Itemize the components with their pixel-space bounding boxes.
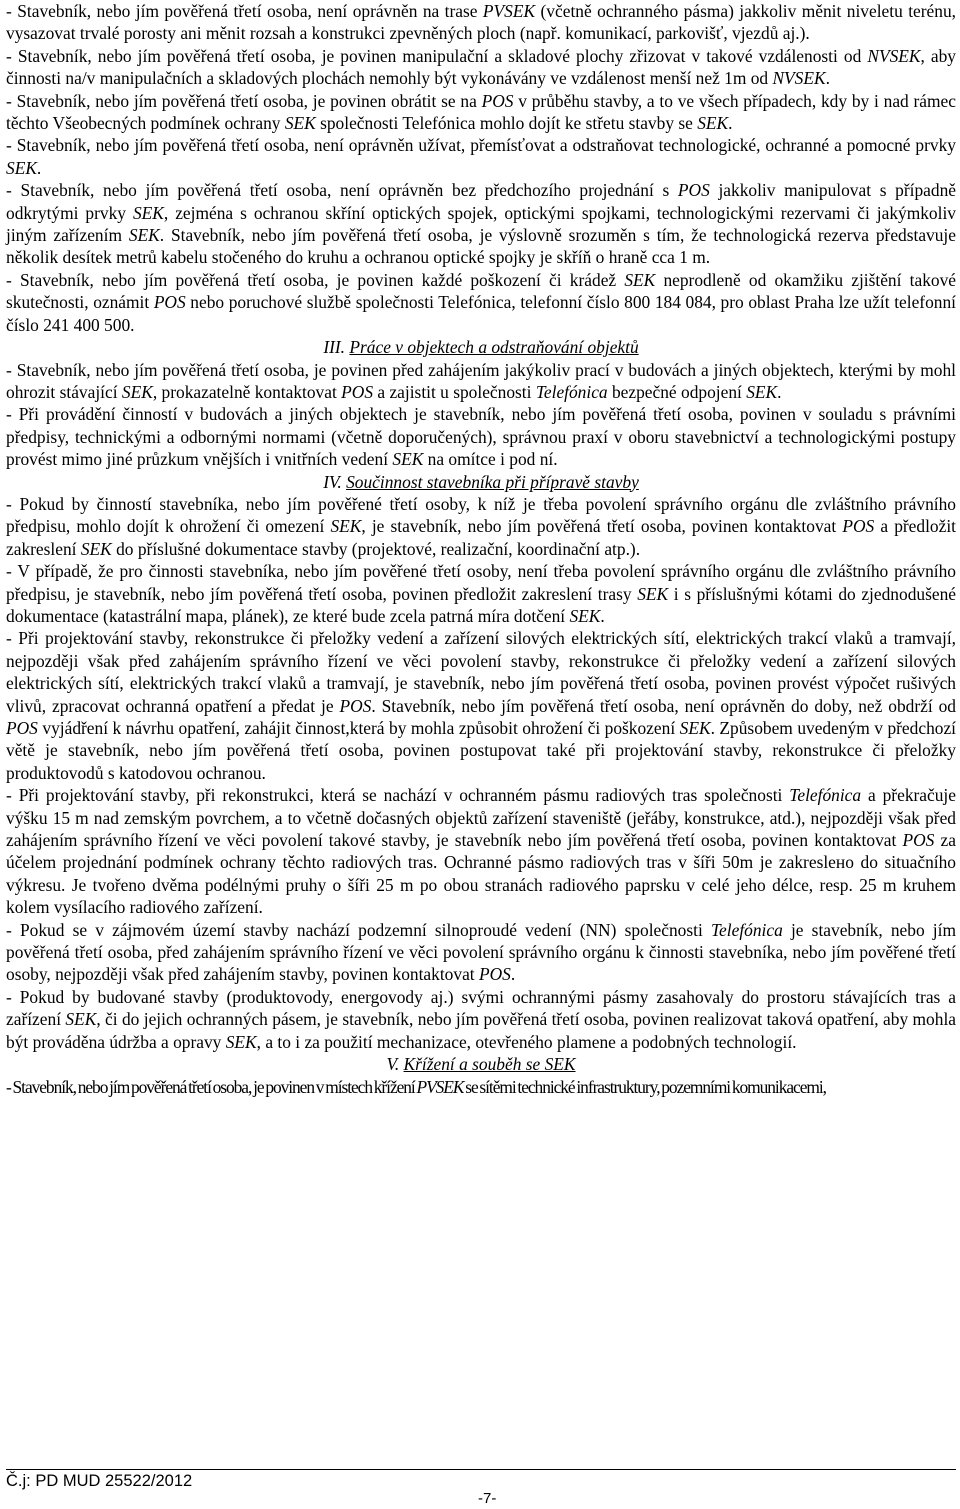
text-run: - V případě, že pro činnosti stavebníka, nebo jím pověřené třetí osoby, není třeba povolení správního orgánu dle zvláštního právního předpisu, je stavebník, nebo jím pověřená třetí osoba, povinen předložit zakreslení trasy	[6, 561, 956, 604]
italic-term: SEK	[65, 1009, 97, 1030]
text-run: je stavebník, nebo jím pověřená třetí osoba, před zahájením správního řízení ve věci povolení správního orgánu k činnosti stavebníka, nebo jím pověřené třetí osoby, nejpozději však před zahájením stavby, povinen kontaktovat	[6, 919, 956, 985]
italic-term: SEK	[569, 605, 601, 626]
text-run: za účelem projednání podmínek ochrany těchto radiových tras. Ochranné pásmo radiových tras v šíři 50m je zakreslено do situačního výkresu. Je tvořeno dvěma podélnými pruhy o šíři 25 m po obou stranách radiového paprsku v celé jeho délce, resp. 25 m kruhem kolem vysílacího radiového zařízení.	[6, 830, 956, 918]
italic-term: POS	[153, 292, 186, 313]
document-page	[6, 0, 957, 1507]
paragraph	[6, 0, 956, 45]
italic-term: Telefónica	[710, 919, 783, 940]
text-run: . Stavebník, nebo jím pověřená třetí osoba, není oprávněn do doby, než obdrží od	[371, 695, 957, 716]
italic-term: SEK	[330, 516, 362, 537]
text-run: , aby činnosti na/v manipulačních a skladových plochách nemohly být vykonávány ve vzdálenost menší než 1m od	[6, 45, 956, 89]
document-reference: Č.j: PD MUD 25522/2012	[6, 1472, 193, 1490]
text-run: .	[36, 157, 42, 178]
text-run: .	[825, 68, 830, 89]
text-run: - Stavebník, nebo jím pověřená třetí osoba, není oprávněn užívat, přemísťovat a odstraňovat technologické, ochranné a pomocné prvky	[6, 135, 956, 156]
text-run: (včetně ochranného pásma) jakkoliv měnit niveletu terénu, vysazovat trvalé porosty ani měnit rozsah a konstrukci zpevněných ploch (např. komunikací, parkovišť, vjezdů aj.).	[6, 1, 956, 44]
text-run: .	[510, 964, 516, 985]
section-4-body	[6, 493, 956, 1053]
text-run: - Stavebník, nebo jím pověřená třetí osoba, je povinen před zahájením jakýkoliv prací v budovách a jiných objektech, kterými by mohl ohrozit stávající	[6, 359, 956, 402]
section-number: IV.	[323, 471, 342, 492]
text-run: neprodleně od okamžiku zjištění takové skutečnosti, oznámit	[6, 269, 957, 313]
text-run: - Při projektování stavby, rekonstrukce či přeložky vedení a zařízení silových elektrických sítí, elektrických trakcí vlaků a tramvají, nejpozději však před zahájením správního řízení ve věci povolení stavby, rekonstrukce či přeložky vedení a zařízení silových elektrických sítí, elektrických trakcí vlaků a tramvají, je stavebník, nebo jím pověřená třetí osoba, povinen provést výpočet rušivých vlivů, zpracovat ochranná opatření a předat je	[6, 628, 956, 716]
paragraph	[6, 134, 956, 179]
italic-term: SEK	[132, 202, 164, 223]
text-run: , či do jejich ochranných pásem, je stavebník, nebo jím pověřená třetí osoba, povinen realizovat taková opatření, aby mohla být prováděna údržba a opravy	[6, 1009, 956, 1052]
italic-term: Telefónica	[535, 381, 608, 402]
text-run: v průběhu stavby, a to ve všech případech, kdy by i nad rámec těchto Všeobecných podmínek ochrany	[6, 90, 956, 134]
italic-term: SEK	[697, 113, 729, 134]
text-run: - Stavebník, nebo jím pověřená třetí osoba, není oprávněn na trase	[6, 1, 483, 21]
italic-term: SEK	[284, 113, 316, 134]
paragraph	[6, 359, 956, 404]
text-run: - Pokud se v zájmovém území stavby nachází podzemní silnoproudé vedení (NN) společnosti	[6, 919, 711, 940]
italic-term: NVSEK	[772, 68, 826, 89]
text-run: bezpečné odpojení	[607, 381, 747, 402]
section-4-heading	[6, 471, 956, 493]
italic-term: POS	[341, 381, 374, 402]
italic-term: SEK	[679, 718, 711, 738]
italic-term: POS	[677, 180, 710, 201]
text-run: .	[728, 113, 733, 134]
text-run: i s příslušnými kótami do zjednodušené dokumentace (katastrální mapa, plánek), ze které bude zcela patrná míra dotčení	[6, 583, 956, 626]
paragraph	[6, 627, 956, 784]
text-run: - Stavebník, nebo jím pověřená třetí osoba, není oprávněn bez předchozího projednání s	[6, 180, 678, 201]
section-title: Práce v objektech a odstraňování objektů	[349, 337, 639, 358]
text-run: , zejména s ochranou skříní optických spojek, optickými spojkami, technologickými rezervami či jakýmkoliv jiným zařízením	[6, 202, 956, 246]
section-title: Součinnost stavebníka při přípravě stavby	[346, 471, 639, 492]
text-run: se sítěmi technické infrastruktury, pozemními komunikacemi,	[463, 1076, 826, 1097]
text-run: . Stavebník, nebo jím pověřená třetí osoba, je výslovně srozuměn s tím, že technologická rezerva představuje několik desítek metrů kabelu stočeného do kruhu a ochranou optické spojky je skříň o hraně cca 1 m.	[6, 225, 956, 268]
section-5-heading	[6, 1053, 956, 1075]
italic-term: POS	[481, 90, 514, 111]
italic-term: NVSEK	[867, 45, 921, 66]
paragraph	[6, 919, 956, 986]
italic-term: PVSEK	[416, 1076, 464, 1097]
italic-term: POS	[842, 516, 875, 537]
text-run: společnosti Telefónica mohlo dojít ke střetu stavby se	[315, 113, 698, 134]
text-run: , prokazatelně kontaktovat	[152, 381, 342, 402]
text-run: na omítce i pod ní.	[423, 449, 558, 470]
text-run: . Způsobem uvedeným v předchozí větě je stavebník, nebo jím pověřená třetí osoba, povinen postupovat také při projektování stavby, rekonstrukce či přeložky produktovodů s katodovou ochranou.	[6, 718, 957, 783]
section-number: III.	[323, 337, 346, 358]
section-title: Křížení a souběh se SEK	[403, 1054, 576, 1075]
text-run: - Stavebník, nebo jím pověřená třetí osoba, je povinen obrátit se na	[6, 90, 482, 111]
italic-term: POS	[478, 964, 511, 985]
paragraph	[6, 784, 956, 918]
text-run: - Stavebník, nebo jím pověřená třetí osoba, je povinen manipulační a skladové plochy zřizovat v takové vzdálenosti od	[6, 45, 868, 66]
text-run: do příslušné dokumentace stavby (projektové, realizační, koordinační atp.).	[111, 538, 641, 559]
italic-term: POS	[902, 830, 935, 851]
page-number: -7-	[478, 1490, 497, 1507]
text-run: .	[600, 605, 605, 626]
section-3-heading	[6, 336, 956, 358]
text-run: - Pokud by činností stavebníka, nebo jím pověřené třetí osoby, k níž je třeba povolení správního orgánu dle zvláštního právního předpisu, mohlo dojít k ohrožení či omezení	[6, 493, 956, 537]
italic-term: POS	[339, 695, 372, 716]
paragraph	[6, 269, 956, 336]
italic-term: Telefónica	[789, 785, 862, 806]
italic-term: SEK	[225, 1031, 257, 1052]
italic-term: SEK	[6, 157, 37, 178]
paragraph	[6, 90, 956, 135]
text-run: nebo poruchové službě společnosti Telefónica, telefonní číslo 800 184 084, pro oblast Praha lze užít telefonní číslo 241 400 500.	[6, 292, 957, 335]
italic-term: SEK	[637, 583, 669, 604]
paragraph	[6, 45, 956, 90]
text-run: - Při provádění činností v budovách a jiných objektech je stavebník, nebo jím pověřená třetí osoba, povinen v souladu s právními předpisy, technickými a odbornými normami (včetně doporučených), správnou praxí v oboru stavebnictví a technologickými postupy provést mimo jiné průzkum vnějších i vnitřních vedení	[6, 404, 956, 470]
italic-term: SEK	[392, 449, 424, 470]
paragraph	[6, 179, 956, 269]
italic-term: PVSEK	[482, 1, 536, 21]
text-run: - Při projektování stavby, při rekonstrukci, která se nachází v ochranném pásmu radiových tras společnosti	[6, 785, 790, 806]
paragraph	[6, 986, 956, 1053]
section-3-body	[6, 359, 956, 471]
footer-divider	[6, 1469, 956, 1470]
italic-term: POS	[6, 718, 38, 738]
text-run: a překračuje výšku 15 m nad zemským povrchem, a to včetně dočasných objektů zařízení staveniště (jeřáby, konstrukce, atd.), nejpozději však před zahájením správního řízení ve věci povolení takové stavby, je stavebník nebo jím pověřená třetí osoba, povinen kontaktovat	[6, 785, 956, 851]
text-run: .	[777, 381, 782, 402]
section-5-body	[6, 1076, 956, 1098]
text-run: vyjádření k návrhu opatření, zahájit činnost,která by mohla způsobit ohrožení či poškození	[37, 718, 680, 738]
italic-term: SEK	[121, 381, 153, 402]
text-run: - Pokud by budované stavby (produktovody, energovody aj.) svými ochrannými pásmy zasahovaly do prostoru stávajících tras a zařízení	[6, 986, 956, 1030]
paragraph	[6, 403, 956, 470]
text-run: - Stavebník, nebo jím pověřená třetí osoba, je povinen každé poškození či krádež	[6, 269, 625, 290]
italic-term: SEK	[624, 269, 656, 290]
text-run: , a to i za použití mechanizace, otevřeného plamene a podobných technologií.	[256, 1031, 797, 1052]
paragraph	[6, 493, 956, 560]
section-number: V.	[386, 1054, 400, 1075]
text-run: a zajistit u společnosti	[373, 381, 536, 402]
text-run: , je stavebník, nebo jím pověřená třetí osoba, povinen kontaktovat	[361, 516, 843, 537]
italic-term: SEK	[128, 225, 160, 246]
text-run: jakkoliv manipulovat s případně odkrytými prvky	[6, 180, 956, 223]
text-run: a předložit zakreslení	[6, 516, 957, 559]
text-run: - Stavebník, nebo jím pověřená třetí osoba, je povinen v místech křížení	[6, 1076, 417, 1097]
italic-term: SEK	[746, 381, 778, 402]
paragraph	[6, 1076, 956, 1098]
paragraph	[6, 560, 956, 627]
italic-term: SEK	[80, 538, 112, 559]
intro-section	[6, 0, 956, 336]
